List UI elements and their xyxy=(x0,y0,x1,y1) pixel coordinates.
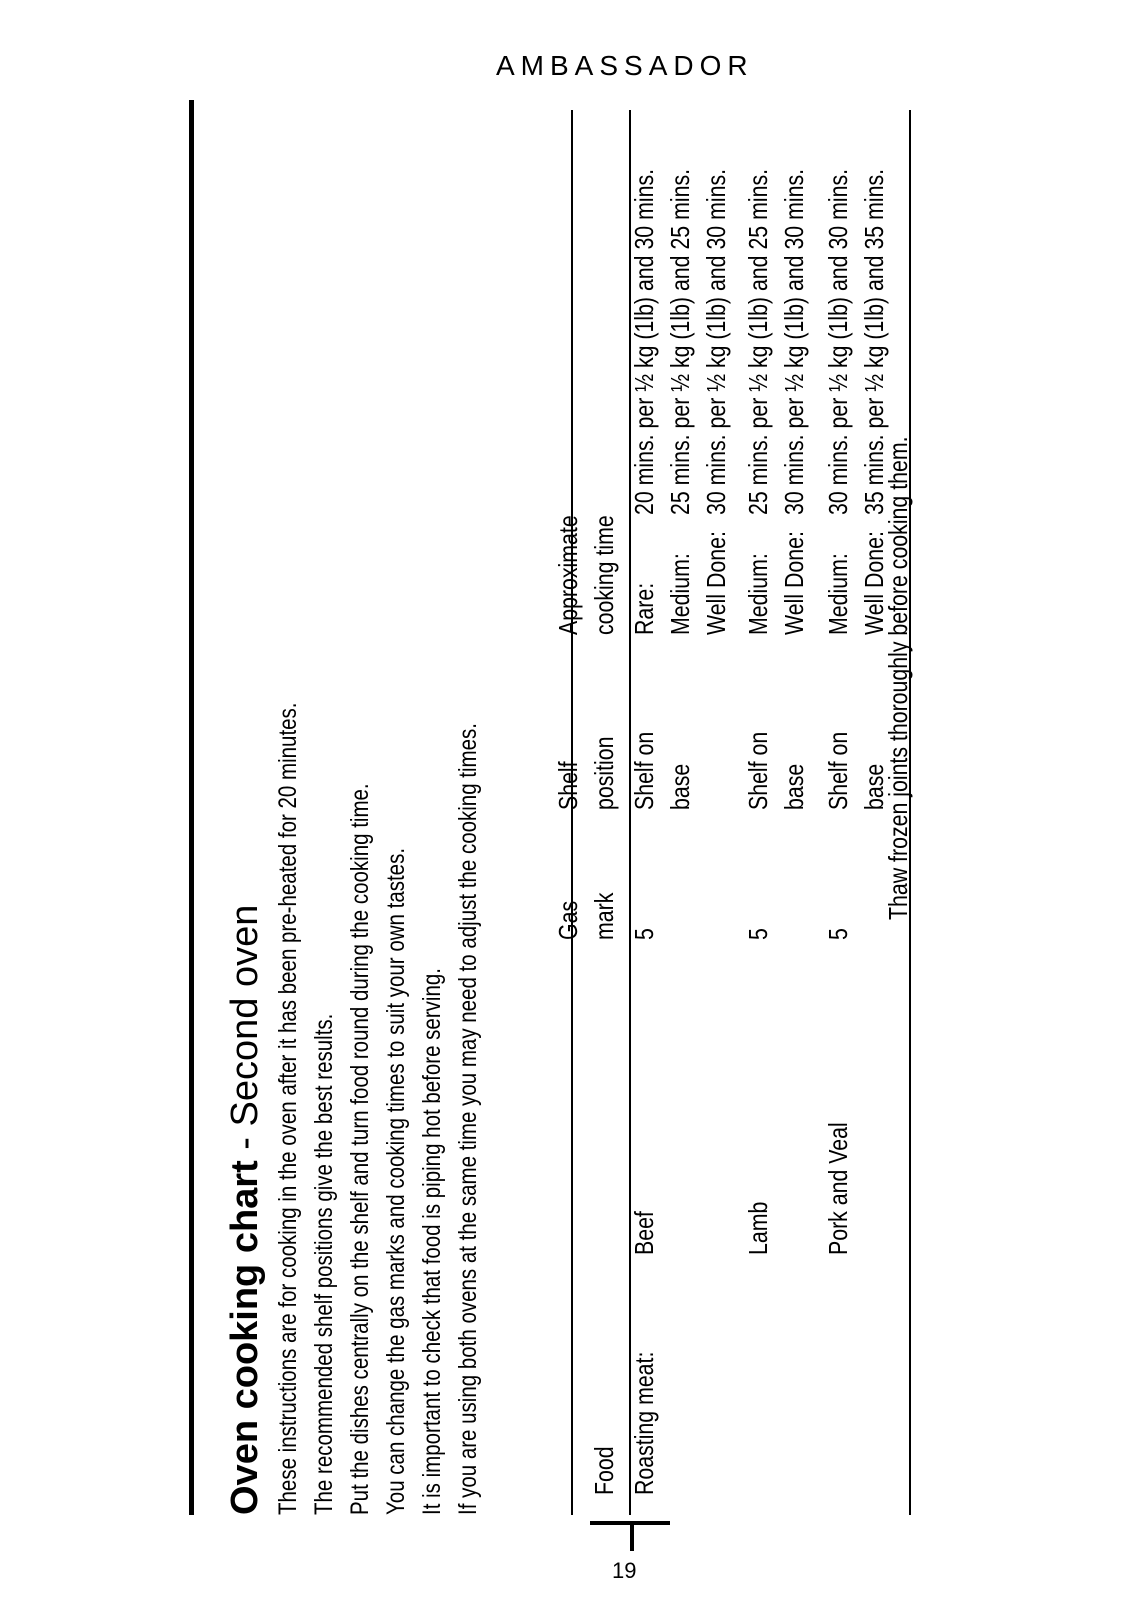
time-value: 30 mins. per ½ kg (1lb) and 30 mins. xyxy=(779,168,809,515)
rotated-content xyxy=(220,105,920,1515)
shelf-lamb-1: Shelf on xyxy=(743,731,773,810)
shelf-pork-veal-2: base xyxy=(859,763,889,810)
food-pork-veal: Pork and Veal xyxy=(823,1122,853,1255)
brand-logo-text: AMBASSADOR xyxy=(496,50,754,81)
time-label: Rare: xyxy=(629,582,659,635)
intro-line: Put the dishes centrally on the shelf and turn food round during the cooking time. xyxy=(346,783,374,1515)
time-value: 30 mins. per ½ kg (1lb) and 30 mins. xyxy=(823,168,853,515)
cooking-table xyxy=(550,105,910,1515)
header-time-2: cooking time xyxy=(589,515,619,635)
time-label: Well Done: xyxy=(859,531,889,635)
footnote: Thaw frozen joints thoroughly before cooking them. xyxy=(883,436,913,920)
food-beef: Beef xyxy=(629,1211,659,1255)
shelf-beef-1: Shelf on xyxy=(629,731,659,810)
shelf-pork-veal-1: Shelf on xyxy=(823,731,853,810)
shelf-beef-2: base xyxy=(665,763,695,810)
page-number: 19 xyxy=(612,1558,637,1583)
intro-line: The recommended shelf positions give the best results. xyxy=(310,1013,338,1515)
food-lamb: Lamb xyxy=(743,1201,773,1255)
time-label: Medium: xyxy=(743,553,773,635)
header-food: Food xyxy=(589,1446,619,1495)
header-shelf-1: Shelf xyxy=(553,761,583,810)
page-title xyxy=(220,905,270,1515)
time-label: Medium: xyxy=(665,553,695,635)
gas-pork-veal: 5 xyxy=(823,928,853,940)
time-label: Well Done: xyxy=(779,531,809,635)
intro-line: These instructions are for cooking in the oven after it has been pre-heated for 20 minutes. xyxy=(274,702,302,1515)
gas-beef: 5 xyxy=(629,928,659,940)
page-tab-stem xyxy=(630,1521,634,1551)
category-label: Roasting meat: xyxy=(629,1351,659,1495)
header-gas-2: mark xyxy=(589,892,619,940)
shelf-lamb-2: base xyxy=(779,763,809,810)
left-margin-rule xyxy=(189,100,194,1515)
time-value: 35 mins. per ½ kg (1lb) and 35 mins. xyxy=(859,168,889,515)
time-value: 25 mins. per ½ kg (1lb) and 25 mins. xyxy=(743,168,773,515)
title-sub: - Second oven xyxy=(224,904,266,1161)
time-label: Medium: xyxy=(823,553,853,635)
header-time-1: Approximate xyxy=(553,515,583,635)
intro-line: If you are using both ovens at the same time you may need to adjust the cooking times. xyxy=(454,723,482,1515)
intro-line: You can change the gas marks and cooking times to suit your own tastes. xyxy=(382,847,410,1515)
header-shelf-2: position xyxy=(589,736,619,810)
time-label: Well Done: xyxy=(701,531,731,635)
title-main: Oven cooking chart xyxy=(224,1160,266,1515)
intro-line: It is important to check that food is piping hot before serving. xyxy=(418,968,446,1515)
intro-text xyxy=(270,115,486,1515)
time-value: 20 mins. per ½ kg (1lb) and 30 mins. xyxy=(629,168,659,515)
time-value: 25 mins. per ½ kg (1lb) and 25 mins. xyxy=(665,168,695,515)
gas-lamb: 5 xyxy=(743,928,773,940)
header-gas-1: Gas xyxy=(553,900,583,940)
time-value: 30 mins. per ½ kg (1lb) and 30 mins. xyxy=(701,168,731,515)
